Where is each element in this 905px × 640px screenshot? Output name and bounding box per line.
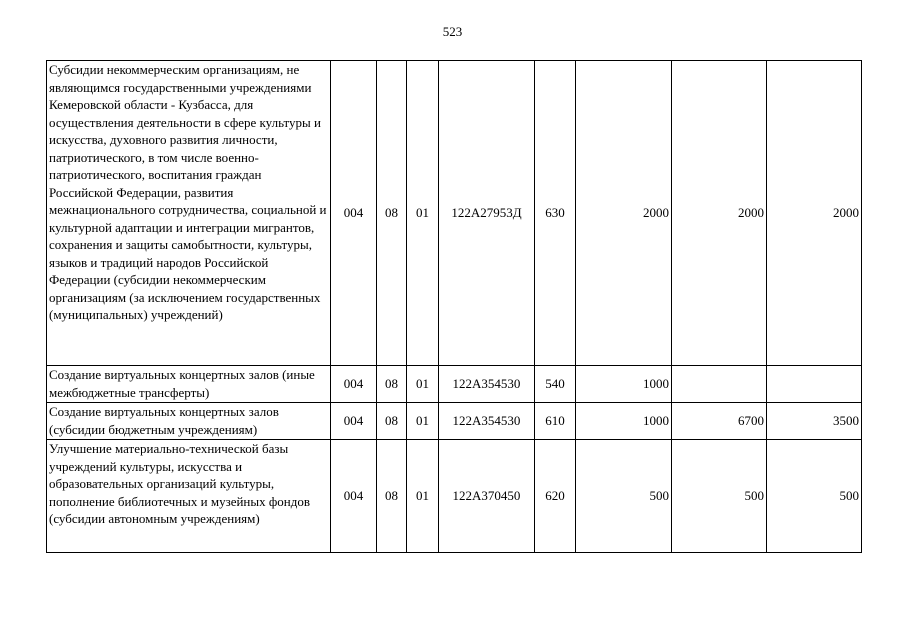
budget-table bbox=[46, 60, 862, 553]
section-code: 08 bbox=[377, 366, 407, 403]
row-description: Улучшение материально-технической базы учреждений культуры, искусства и образовательных организаций культуры, пополнение библиотечных и музейных фондов (субсидии автономным учреждениям) bbox=[47, 440, 331, 553]
expense-type-code: 620 bbox=[535, 440, 576, 553]
table-row bbox=[47, 366, 862, 403]
ministry-code: 004 bbox=[331, 366, 377, 403]
table-row bbox=[47, 403, 862, 440]
ministry-code: 004 bbox=[331, 403, 377, 440]
amount-2: 6700 bbox=[672, 403, 767, 440]
target-article-code: 122А354530 bbox=[439, 366, 535, 403]
amount-1: 500 bbox=[576, 440, 672, 553]
ministry-code: 004 bbox=[331, 440, 377, 553]
section-code: 08 bbox=[377, 440, 407, 553]
amount-1: 2000 bbox=[576, 61, 672, 366]
row-description: Субсидии некоммерческим организациям, не являющимся государственными учреждениями Кемеровской области - Кузбасса, для осуществления деятельности в сфере культуры и искусства, духовного развития личности, патриотического, в том числе военно-патриотического, воспитания граждан Российской Федерации, развития межнационального сотрудничества, социальной и культурной адаптации и интеграции мигрантов, сохранения и защиты самобытности, культуры, языков и традиций народов Российской Федерации (субсидии некоммерческим организациям (за исключением государственных (муниципальных) учреждений) bbox=[47, 61, 331, 366]
expense-type-code: 540 bbox=[535, 366, 576, 403]
ministry-code: 004 bbox=[331, 61, 377, 366]
subsection-code: 01 bbox=[407, 403, 439, 440]
target-article-code: 122А370450 bbox=[439, 440, 535, 553]
table-row bbox=[47, 440, 862, 553]
expense-type-code: 630 bbox=[535, 61, 576, 366]
row-description: Создание виртуальных концертных залов (субсидии бюджетным учреждениям) bbox=[47, 403, 331, 440]
amount-3: 2000 bbox=[767, 61, 862, 366]
amount-1: 1000 bbox=[576, 403, 672, 440]
target-article-code: 122А27953Д bbox=[439, 61, 535, 366]
subsection-code: 01 bbox=[407, 61, 439, 366]
amount-3: 3500 bbox=[767, 403, 862, 440]
amount-2 bbox=[672, 366, 767, 403]
section-code: 08 bbox=[377, 403, 407, 440]
section-code: 08 bbox=[377, 61, 407, 366]
subsection-code: 01 bbox=[407, 366, 439, 403]
amount-1: 1000 bbox=[576, 366, 672, 403]
amount-3 bbox=[767, 366, 862, 403]
page-number: 523 bbox=[442, 24, 463, 39]
amount-2: 2000 bbox=[672, 61, 767, 366]
table-row bbox=[47, 61, 862, 366]
expense-type-code: 610 bbox=[535, 403, 576, 440]
row-description: Создание виртуальных концертных залов (иные межбюджетные трансферты) bbox=[47, 366, 331, 403]
amount-2: 500 bbox=[672, 440, 767, 553]
target-article-code: 122А354530 bbox=[439, 403, 535, 440]
amount-3: 500 bbox=[767, 440, 862, 553]
subsection-code: 01 bbox=[407, 440, 439, 553]
